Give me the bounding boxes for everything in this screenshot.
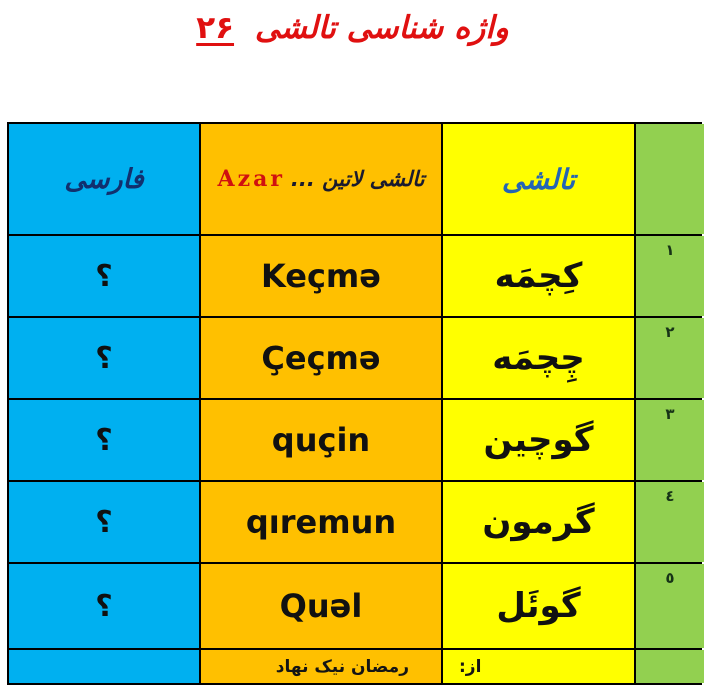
title-number: ۲۶ [196, 10, 235, 46]
cell-number-row5: ٥ [636, 564, 704, 648]
footer-from-label: از: [443, 650, 634, 683]
cell-number-row4: ٤ [636, 482, 704, 562]
cell-latin-row2: Çeçmə [201, 318, 441, 398]
cell-talyshi-row2: چِچمَه [443, 318, 634, 398]
header-cell-number [636, 124, 704, 234]
page-title [0, 0, 705, 110]
cell-persian-row4: ؟ [9, 482, 199, 562]
header-cell-persian: فارسی [9, 124, 199, 234]
header-latin-fa-label: تالشی لاتین ... [290, 167, 425, 191]
cell-latin-row3: quçin [201, 400, 441, 480]
cell-latin-row4: qıremun [201, 482, 441, 562]
cell-latin-row5: Quəl [201, 564, 441, 648]
header-latin-azar-label: Azar [217, 166, 285, 192]
footer-cell-empty-number [636, 650, 704, 683]
header-cell-latin [201, 124, 441, 234]
cell-number-row1: ١ [636, 236, 704, 316]
cell-latin-row1: Keçmə [201, 236, 441, 316]
cell-persian-row1: ؟ [9, 236, 199, 316]
cell-talyshi-row1: کِچمَه [443, 236, 634, 316]
cell-talyshi-row3: گوچین [443, 400, 634, 480]
cell-number-row3: ٣ [636, 400, 704, 480]
cell-talyshi-row5: گوئَل [443, 564, 634, 648]
title-text: واژه شناسی تالشی [254, 10, 509, 46]
footer-cell-empty-persian [9, 650, 199, 683]
cell-number-row2: ٢ [636, 318, 704, 398]
vocab-table [7, 122, 702, 685]
cell-persian-row3: ؟ [9, 400, 199, 480]
cell-persian-row2: ؟ [9, 318, 199, 398]
cell-talyshi-row4: گرمون [443, 482, 634, 562]
cell-persian-row5: ؟ [9, 564, 199, 648]
header-cell-talyshi: تالشی [443, 124, 634, 234]
footer-author: رمضان نیک نهاد [201, 650, 441, 683]
